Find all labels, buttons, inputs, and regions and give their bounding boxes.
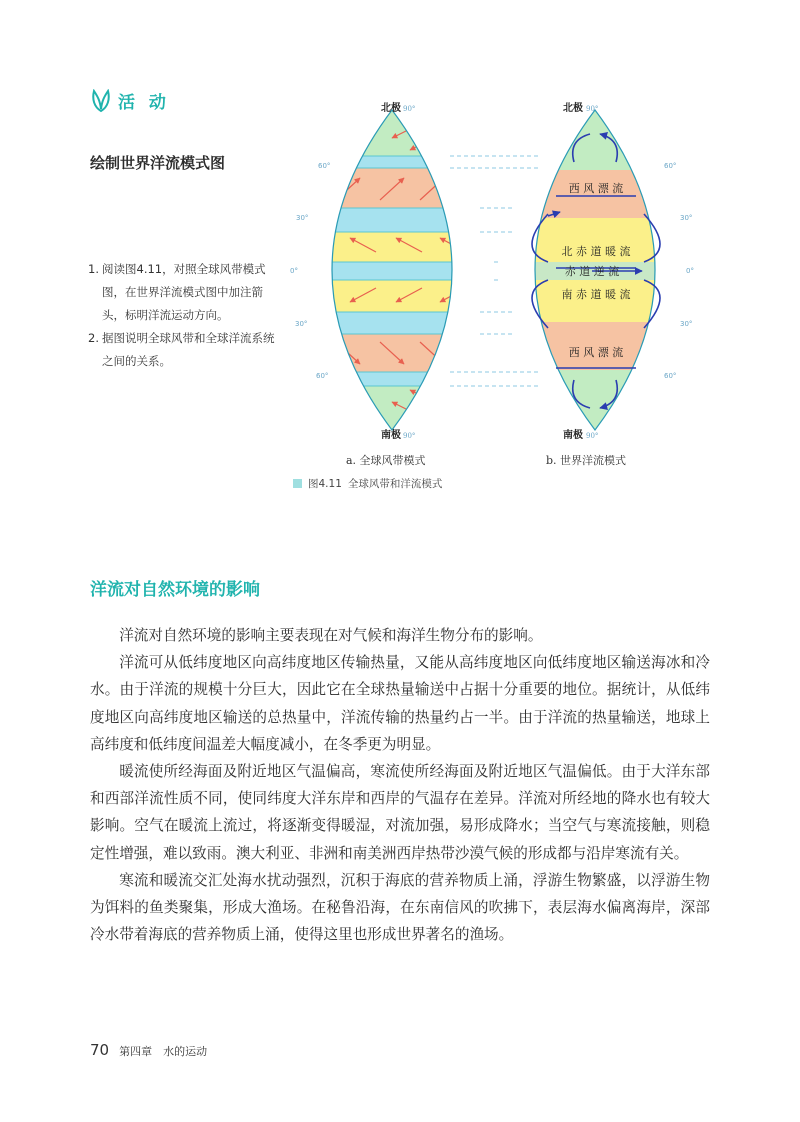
figure-title: 全球风带和洋流模式	[347, 478, 443, 490]
caption-a: a. 全球风带模式	[346, 454, 426, 467]
latitude-label: 60°	[316, 372, 329, 380]
task-item	[88, 327, 278, 373]
north-pole-label-a: 北极	[381, 103, 401, 114]
task-list	[88, 258, 278, 373]
latitude-label: 0°	[290, 267, 298, 275]
paragraph: 洋流可从低纬度地区向高纬度地区传输热量，又能从高纬度地区向低纬度地区输送海冰和冷水。由于洋流的规模十分巨大，因此它在全球热量输送中占据十分重要的地位。据统计，从低纬度地区向高纬度地区输送的总热量中，洋流传输的热量约占一半。由于洋流的热量输送，地球上高纬度和低纬度间温差大幅度减小，在冬季更为明显。	[90, 654, 710, 753]
paragraph: 寒流和暖流交汇处海水扰动强烈，沉积于海底的营养物质上涌，浮游生物繁盛，以浮游生物为饵料的鱼类聚集，形成大渔场。在秘鲁沿海，在东南信风的吹拂下，表层海水偏离海岸，深部冷水带着海底的营养物质上涌，使得这里也形成世界著名的渔场。	[90, 871, 710, 944]
wind-belt-lens	[282, 110, 512, 430]
south-pole-label-b: 南极	[563, 430, 583, 441]
current-label-equatorial-counter: 赤 道 逆 流	[564, 265, 620, 278]
figure-diagram	[282, 100, 702, 470]
page-footer	[90, 1041, 207, 1059]
current-label-west-wind-south: 西 风 漂 流	[568, 346, 624, 359]
caption-b: b. 世界洋流模式	[546, 454, 627, 467]
figure-marker-icon	[293, 479, 302, 488]
task-text: 阅读图4.11，对照全球风带模式图，在世界洋流模式图中加注箭头，标明洋流运动方向。	[102, 262, 266, 322]
figure-number: 图4.11	[308, 478, 342, 490]
latitude-label: 30°	[296, 214, 309, 222]
figure-caption	[293, 476, 442, 491]
latitude-label: 30°	[680, 320, 693, 328]
latitude-guides	[450, 156, 540, 386]
south-pole-label-a: 南极	[381, 430, 401, 441]
latitude-label: 30°	[680, 214, 693, 222]
body-text	[90, 622, 710, 948]
paragraph: 暖流使所经海面及附近地区气温偏高，寒流使所经海面及附近地区气温偏低。由于大洋东部和西部洋流性质不同，使同纬度大洋东岸和西岸的气温存在差异。洋流对所经地的降水也有较大影响。空气在暖流上流过，将逐渐变得暖湿，对流加强，易形成降水；当空气与寒流接触，则稳定性增强，难以致雨。澳大利亚、非洲和南美洲西岸热带沙漠气候的形成都与沿岸寒流有关。	[90, 763, 710, 862]
task-item	[88, 258, 278, 327]
activity-leaf-icon	[90, 89, 112, 113]
section-heading: 洋流对自然环境的影响	[90, 580, 260, 600]
chapter-info: 第四章 水的运动	[119, 1045, 208, 1058]
latitude-label: 30°	[295, 320, 308, 328]
degree-90-label: 90°	[403, 105, 416, 113]
latitude-label: 60°	[664, 162, 677, 170]
activity-header	[90, 88, 170, 113]
current-label-west-wind-north: 西 风 漂 流	[568, 182, 624, 195]
latitude-label: 0°	[686, 267, 694, 275]
degree-90-label: 90°	[586, 432, 599, 440]
current-label-north-equatorial: 北 赤 道 暖 流	[561, 245, 631, 258]
task-number: 2.	[88, 331, 99, 345]
page-number: 70	[90, 1041, 110, 1059]
north-pole-label-b: 北极	[563, 103, 583, 114]
paragraph: 洋流对自然环境的影响主要表现在对气候和海洋生物分布的影响。	[119, 627, 543, 644]
task-text: 据图说明全球风带和全球洋流系统之间的关系。	[102, 331, 275, 368]
latitude-label: 60°	[318, 162, 331, 170]
activity-label: 活 动	[118, 93, 170, 113]
degree-90-label: 90°	[586, 105, 599, 113]
activity-title: 绘制世界洋流模式图	[90, 154, 226, 172]
latitude-label: 60°	[664, 372, 677, 380]
current-label-south-equatorial: 南 赤 道 暖 流	[561, 288, 631, 301]
task-number: 1.	[88, 262, 99, 276]
degree-90-label: 90°	[403, 432, 416, 440]
